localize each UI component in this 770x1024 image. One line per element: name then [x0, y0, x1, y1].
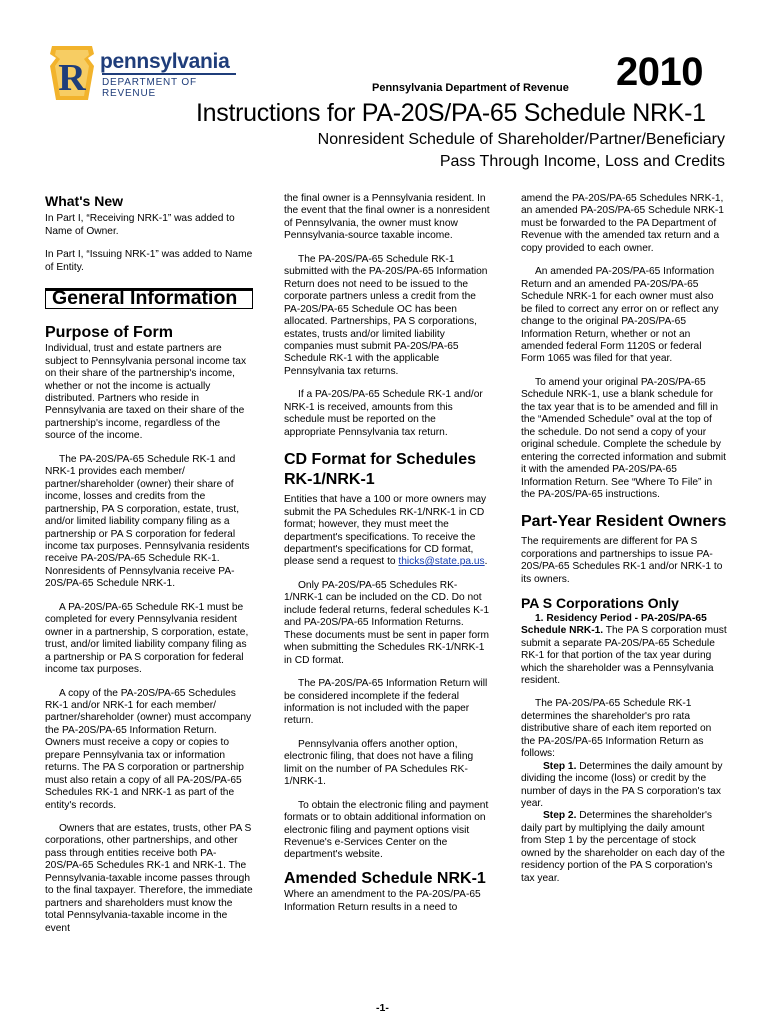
email-link[interactable]: thicks@state.pa.us	[398, 556, 485, 568]
step-text: Determines the shareholder's daily part by multiplying the daily amount from Step 1 by the percentage of stock owned by the shareholder on each day of the residency portion of the PA S corporation's tax year.	[521, 810, 725, 884]
item-label: 1. Residency Period - PA-20S/PA-65 Schedule NRK-1.	[521, 612, 707, 637]
subtitle-line-2: Pass Through Income, Loss and Credits	[439, 153, 725, 170]
step-label: Step 1.	[543, 760, 577, 772]
paragraph: Pennsylvania offers another option, electronic filing, that does not have a filing limit on the number of PA Schedules RK-1/NRK-1.	[284, 738, 474, 788]
whats-new-heading: What's New	[45, 193, 124, 209]
paragraph: The PA-20S/PA-65 Information Return will be considered incomplete if the federal information is not included with the paper return.	[284, 678, 488, 727]
item-text: The PA S corporation must submit a separate PA-20S/PA-65 Schedule RK-1 for that portion of the tax year during which the shareholder was a Pennsylvania resident.	[521, 625, 727, 686]
subtitle-line-1: Nonresident Schedule of Shareholder/Partner/Beneficiary	[317, 131, 725, 148]
paragraph: Only PA-20S/PA-65 Schedules RK-1/NRK-1 can be included on the CD. Do not include federal returns, federal schedules K-1 and PA-20S/PA-65 Information Returns. These documents must be sent in paper form when submitting the Schedules RK-1/NRK-1 in CD format.	[284, 579, 489, 666]
column-2	[284, 193, 490, 914]
paragraph: If a PA-20S/PA-65 Schedule RK-1 and/or NRK-1 is received, amounts from this schedule must be reported on the appropriate Pennsylvania tax return.	[284, 389, 483, 438]
agency-name: Pennsylvania Department of Revenue	[372, 82, 569, 94]
logo-letter: R	[58, 57, 86, 99]
paragraph: Owners that are estates, trusts, other PA S corporations, other partnerships, and other pass through entities receive both PA-20S/PA-65 Schedules RK-1 and NRK-1. The Pennsylvania-taxable income passes through to the final taxpayer. Therefore, the immediate partners and shareholders must know the total Pennsylvania-taxable income in the event	[45, 823, 253, 934]
step-text: Determines the daily amount by dividing the income (loss) or credit by the number of days in the PA S corporation's tax year.	[521, 760, 723, 810]
step-label: Step 2.	[543, 810, 577, 822]
paragraph: Individual, trust and estate partners are subject to Pennsylvania personal income tax on their share of the partnership's income, whether or not the income is actually distributed. Partners who reside in Pennsylvania are taxed on their share of the partnership's income, regardless of the source of the income.	[45, 343, 247, 442]
logo-wordmark: pennsylvania	[100, 50, 230, 73]
page-number: -1-	[376, 1002, 389, 1014]
general-information-box	[45, 288, 253, 308]
purpose-heading: Purpose of Form	[45, 323, 174, 341]
pas-corporations-heading: PA S Corporations Only	[521, 595, 679, 612]
cd-format-heading: CD Format for Schedules RK-1/NRK-1	[284, 451, 477, 489]
logo-rule	[102, 73, 236, 75]
paragraph	[284, 494, 490, 569]
paragraph: The PA-20S/PA-65 Schedule RK-1 and NRK-1 provides each member/ partner/shareholder (owner) their share of income, losses and credits from the partnership, PA S corporation, estate, trust, and/or limited liability company filing as a partnership or PA S corporation for federal income tax purposes. Pennsylvania residents receive PA-20S/PA-65 Schedule RK-1. Nonresidents of Pennsylvania receive PA-20S/PA-65 Schedule NRK-1.	[45, 453, 250, 590]
paragraph: Where an amendment to the PA-20S/PA-65 Information Return results in a need to	[284, 889, 481, 913]
step-paragraph	[521, 761, 727, 811]
whats-new-item: In Part I, “Receiving NRK-1” was added to Name of Owner.	[45, 213, 235, 237]
part-year-heading: Part-Year Resident Owners	[521, 513, 727, 531]
paragraph: To amend your original PA-20S/PA-65 Schedule NRK-1, use a blank schedule for the tax year that is to be amended and fill in the “Amended Schedule” oval at the top of the schedule. Do not send a copy of your original schedule. Complete the schedule by entering the corrected information and submit it with the amended PA-20S/PA-65 Information Return. See “Where To File” in the PA-20S/PA-65 instructions.	[521, 376, 726, 500]
amended-heading: Amended Schedule NRK-1	[284, 869, 486, 887]
paragraph: The requirements are different for PA S corporations and partnerships to issue PA-20S/PA-65 Schedules RK-1 and/or NRK-1 to its owners.	[521, 536, 723, 585]
column-1	[45, 193, 253, 935]
paragraph: To obtain the electronic filing and payment formats or to obtain additional information on electronic filing and payment options visit Revenue's e-Services Center on the department's website.	[284, 799, 489, 861]
paragraph	[521, 613, 727, 688]
dept-logo	[48, 46, 238, 102]
paragraph: The PA-20S/PA-65 Schedule RK-1 determines the shareholder's pro rata distributive share of each item reported on the PA-20S/PA-65 Information Return as follows:	[521, 698, 712, 760]
general-information-heading: General Information	[52, 287, 238, 310]
period: .	[484, 556, 488, 568]
paragraph: amend the PA-20S/PA-65 Schedules NRK-1, an amended PA-20S/PA-65 Schedule NRK-1 must be forwarded to the PA Department of Revenue with the amended tax return and a copy provided to each owner.	[521, 193, 724, 254]
page-title: Instructions for PA-20S/PA-65 Schedule NRK-1	[196, 99, 706, 127]
step-paragraph	[521, 810, 727, 885]
paragraph: The PA-20S/PA-65 Schedule RK-1 submitted with the PA-20S/PA-65 Information Return does not need to be issued to the corporate partners unless a credit from the PA-20S/PA-65 Schedule OC has been allocated. Partnerships, PA S corporations, estates, trusts and/or limited liability companies must submit PA-20S/PA-65 Schedule RK-1 with the applicable Pennsylvania tax returns.	[284, 253, 488, 377]
logo-dept-text: DEPARTMENT OF REVENUE	[102, 77, 197, 99]
paragraph: An amended PA-20S/PA-65 Information Return and an amended PA-20S/PA-65 Schedule NRK-1 for each owner must also be filed to correct any error on or reflect any change to the original PA-20S/PA-65 Information Return, whether or not an amended federal Form 1120S or federal Form 1065 was filed for that year.	[521, 266, 719, 365]
tax-year: 2010	[616, 50, 703, 94]
keystone-logo-icon	[48, 46, 96, 102]
paragraph: the final owner is a Pennsylvania resident. In the event that the final owner is a nonresident of Pennsylvania, the owner must know Pennsylvania-source taxable income.	[284, 193, 490, 242]
cd-text: Entities that have a 100 or more owners may submit the PA Schedules RK-1/NRK-1 in CD format; however, they must meet the department's specifications. To receive the department's specifications for CD format, please send a request to	[284, 494, 487, 568]
paragraph: A PA-20S/PA-65 Schedule RK-1 must be completed for every Pennsylvania resident owner in a partnership, S corporation, estate, trust, and/or limited liability company filing as a partnership or PA S corporation for federal income tax purposes.	[45, 601, 249, 676]
column-3	[521, 193, 727, 885]
whats-new-item: In Part I, “Issuing NRK-1” was added to Name of Entity.	[45, 249, 253, 273]
paragraph: A copy of the PA-20S/PA-65 Schedules RK-1 and/or NRK-1 for each member/ partner/shareholder (owner) must accompany the PA-20S/PA-65 Information Return. Owners must receive a copy or copies to prepare Pennsylvania tax or information returns. The PA S corporation or partnership must also retain a copy of all PA-20S/PA-65 Schedules RK-1 and NRK-1 as part of the entity's records.	[45, 687, 252, 811]
